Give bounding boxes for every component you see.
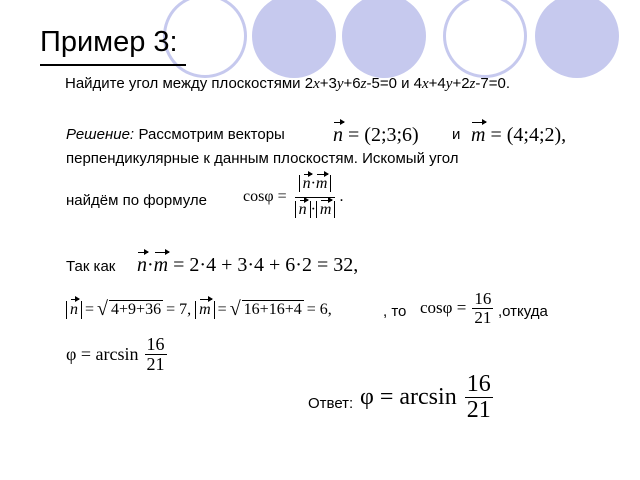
cos-fraction [291, 172, 340, 223]
vector-m-definition [471, 124, 566, 147]
vector-m-coords: = (4;4;2), [490, 124, 567, 146]
solution-line-1 [66, 126, 285, 144]
fraction-numerator: 16 [146, 334, 165, 354]
dot-operator: · [147, 254, 154, 276]
vector-m: m [199, 300, 211, 318]
task-statement [65, 75, 510, 93]
task-text: -5=0 и 4 [366, 75, 422, 92]
title-underline [40, 64, 186, 66]
sqrt-icon: √ [229, 298, 241, 320]
sqrt-radicand: 4+9+36 [111, 301, 162, 318]
decor-circle-2 [252, 0, 336, 78]
since-label: Так как [66, 258, 116, 275]
dot-product-expression [137, 254, 358, 277]
abs-m [195, 301, 215, 319]
equals: = [85, 300, 95, 318]
answer-fraction [465, 372, 493, 423]
fraction-denominator: 21 [466, 397, 491, 424]
fraction-numerator: 16 [466, 371, 491, 397]
abs-n [295, 201, 311, 218]
vector-m: m [153, 254, 169, 276]
phi-fraction [145, 335, 167, 374]
fraction-denominator: 21 [474, 307, 492, 327]
vector-n-coords: = (2;3;6) [348, 124, 419, 146]
formula-intro: найдём по формуле [66, 192, 207, 209]
fraction-numerator: 16 [474, 289, 492, 308]
cos-result [420, 290, 493, 327]
whence-word: ,откуда [498, 303, 548, 320]
decor-circle-4 [443, 0, 527, 78]
vector-n: n [137, 254, 147, 276]
fraction-numerator [295, 172, 336, 198]
task-text: +6 [343, 75, 361, 92]
var-y: y [336, 76, 344, 92]
equals: = [217, 300, 227, 318]
vector-m: m [315, 175, 328, 192]
var-y: y [445, 76, 453, 92]
phi-expression [66, 335, 167, 374]
dot-product-value: = 2·4 + 3·4 + 6·2 = 32, [173, 254, 359, 276]
solution-text: Рассмотрим векторы [138, 126, 285, 143]
then-word: , то [383, 303, 407, 320]
dot-operator: · [310, 200, 316, 218]
fraction-denominator: 21 [146, 353, 165, 374]
answer-label: Ответ: [308, 395, 354, 412]
task-text: +4 [428, 75, 446, 92]
period: . [339, 188, 344, 206]
cos-phi-lhs: cosφ = [420, 298, 467, 318]
slide-title: Пример 3: [40, 26, 178, 58]
fraction-denominator [291, 198, 340, 223]
task-text: +2 [452, 75, 470, 92]
sqrt-icon: √ [97, 298, 109, 320]
task-text: -7=0. [475, 75, 510, 92]
vector-n: n [333, 124, 343, 146]
answer-lhs: φ = arcsin [360, 384, 457, 411]
var-x: x [313, 76, 320, 92]
solution-label: Решение: [66, 126, 135, 143]
vector-n: n [302, 175, 311, 192]
vector-n: n [298, 200, 307, 218]
vector-m: m [319, 200, 332, 218]
norms-line [66, 298, 332, 321]
abs-m [316, 201, 336, 218]
vector-m: m [471, 124, 486, 146]
decor-circle-3 [342, 0, 426, 78]
cos-phi-lhs: cosφ = [243, 188, 287, 206]
norm-m-value: = 6, [306, 300, 332, 318]
var-x: x [421, 76, 429, 92]
decor-circle-5 [535, 0, 619, 78]
vector-n-definition [333, 124, 419, 147]
task-text: Найдите угол между плоскостями 2 [65, 75, 314, 92]
var-z: z [469, 76, 476, 92]
answer-expression [360, 372, 493, 423]
abs-dot-product [299, 175, 332, 192]
abs-n [66, 301, 82, 319]
solution-text-2: перпендикулярные к данным плоскостям. Искомый угол [66, 150, 459, 167]
cos-formula [243, 172, 343, 223]
vector-n: n [70, 300, 78, 318]
conjunction: и [452, 126, 461, 143]
phi-lhs: φ = arcsin [66, 343, 139, 364]
cos-fraction [472, 290, 493, 327]
norm-n-value: = 7, [166, 300, 192, 318]
var-z: z [360, 76, 367, 92]
dot-operator: · [310, 175, 316, 192]
sqrt-radicand: 16+16+4 [243, 301, 302, 318]
task-text: +3 [319, 75, 337, 92]
